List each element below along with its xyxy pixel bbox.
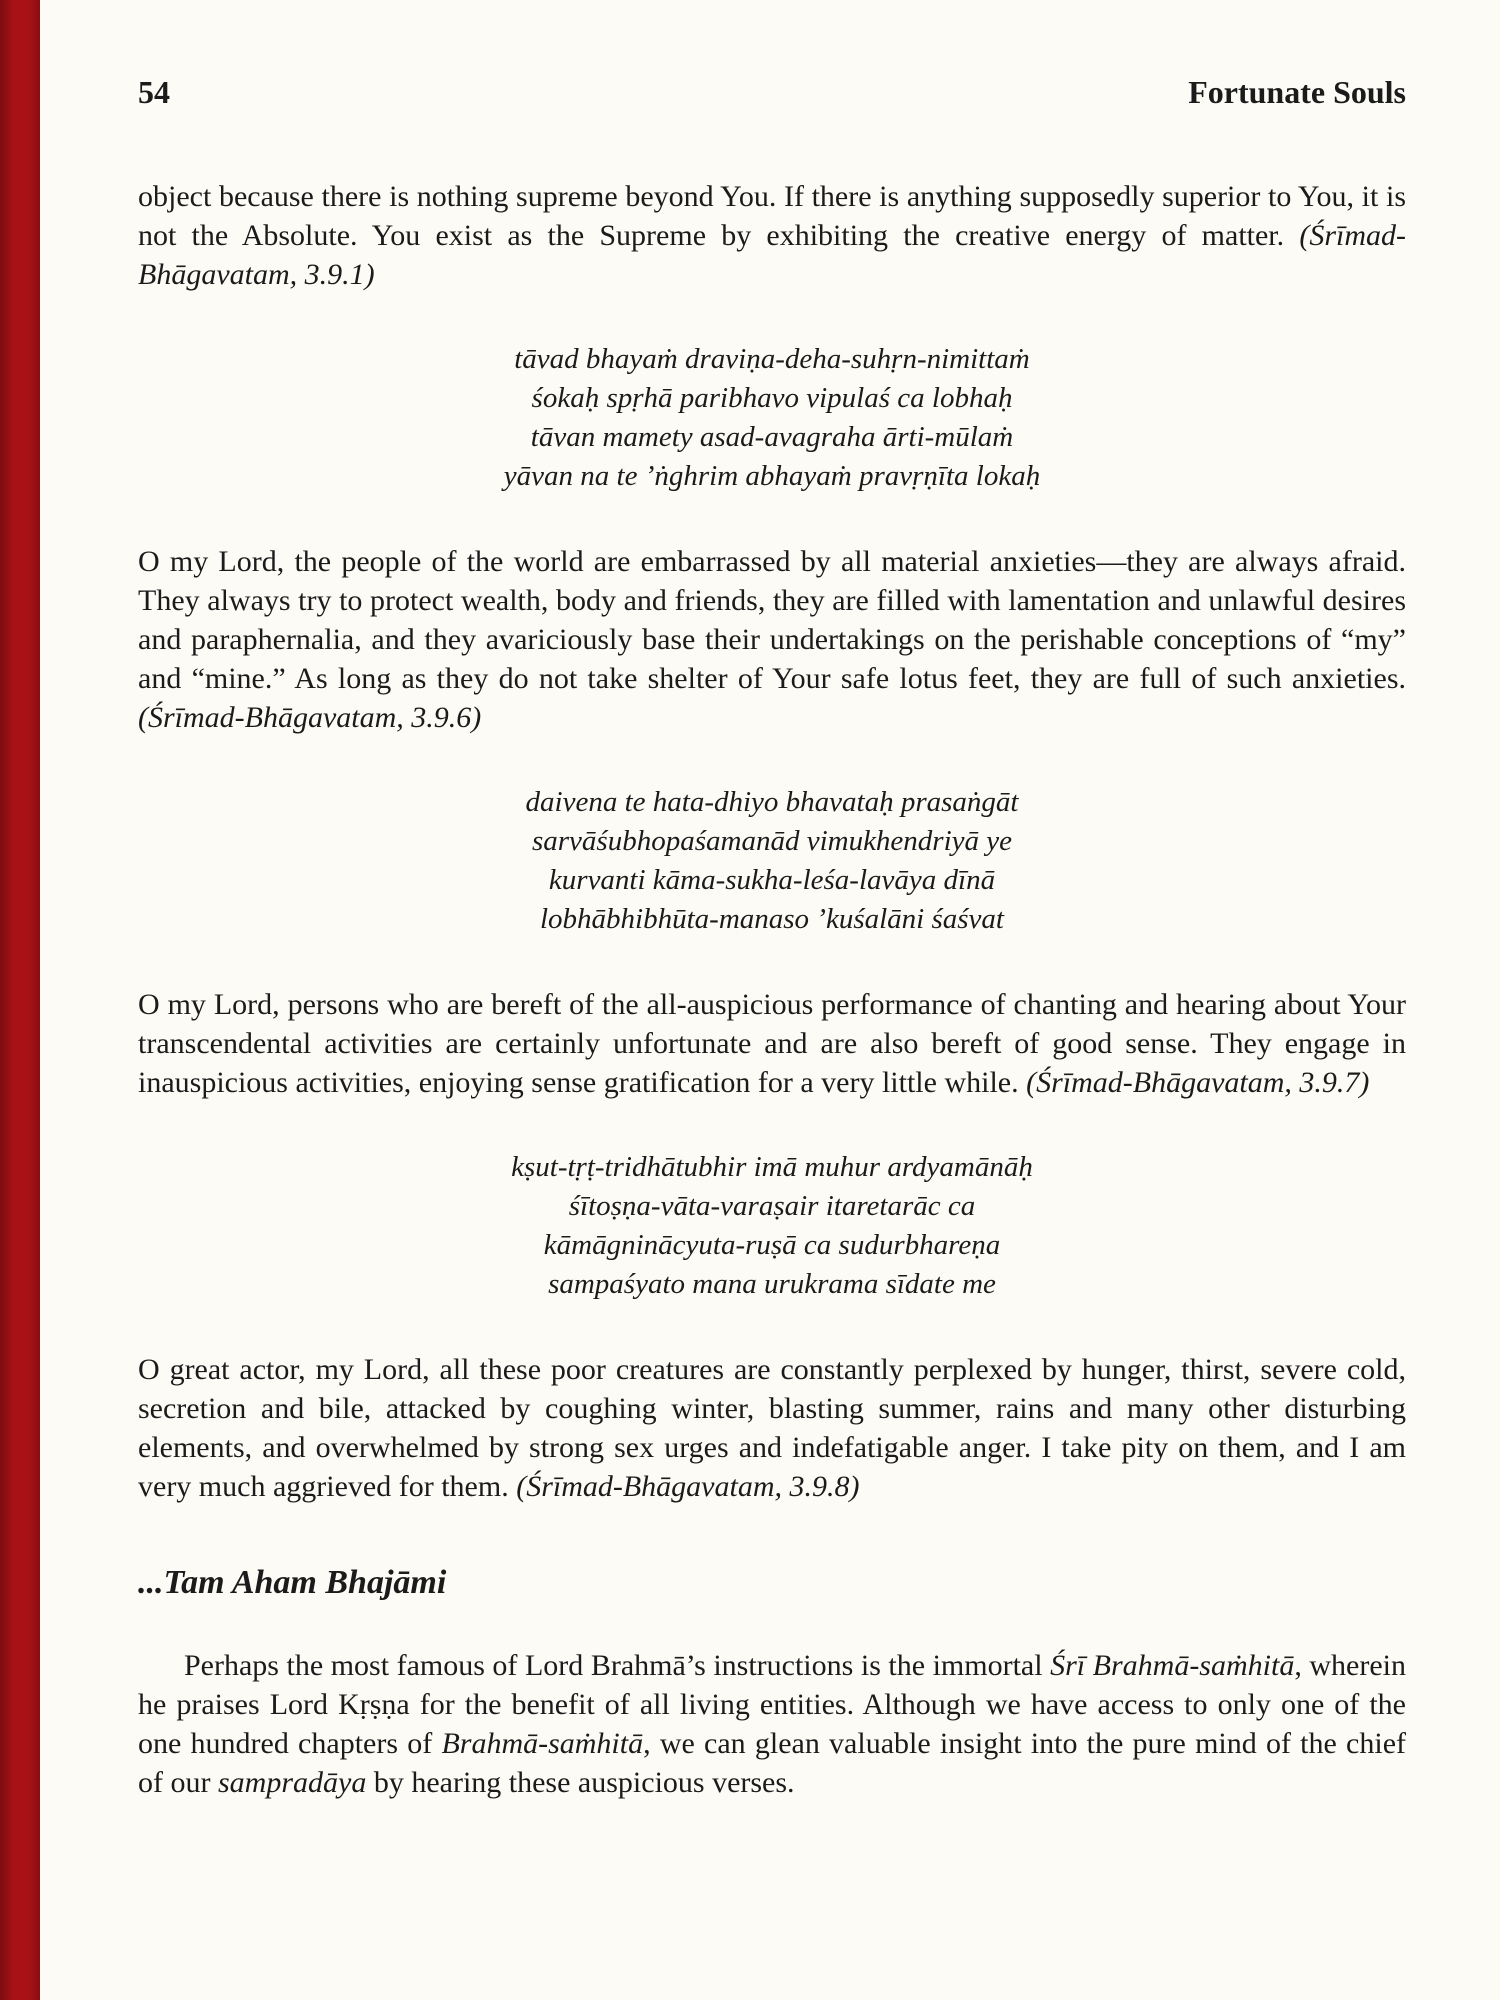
paragraph-5-seg7: by hearing these auspicious verses. [366,1766,795,1799]
paragraph-5-seg1: Perhaps the most famous of Lord Brahmā’s instructions is the immortal [184,1649,1051,1682]
paragraph-2 [138,542,1406,737]
verse-line: kāmāgninācyuta-ruṣā ca sudurbhareṇa [543,1229,1001,1261]
verse-line: śokaḥ spṛhā paribhavo vipulaś ca lobhaḥ [531,382,1013,414]
sanskrit-verse-2 [138,783,1406,939]
verse-line: kṣut-tṛṭ-tridhātubhir imā muhur ardyamānāḥ [511,1151,1033,1183]
paragraph-5-seg6-italic: sampradāya [217,1766,367,1799]
verse-line: sampaśyato mana urukrama sīdate me [548,1268,996,1300]
verse-line: tāvad bhayaṁ draviṇa-deha-suhṛn-nimittaṁ [514,343,1030,375]
verse-line: kurvanti kāma-sukha-leśa-lavāya dīnā [548,864,996,896]
sanskrit-verse-3 [138,1148,1406,1304]
verse-line: lobhābhibhūta-manaso ’kuśalāni śaśvat [540,903,1004,935]
paragraph-4-text: O great actor, my Lord, all these poor creatures are constantly perplexed by hunger, thirst, severe cold, secretion and bile, attacked by coughing winter, blasting summer, rains and many other disturbing elements, and overwhelmed by strong sex urges and indefatigable anger. I take pity on them, and I am very much aggrieved for them. [138,1353,1406,1503]
paragraph-5-seg3: , wherein he praises Lord Kṛṣṇa for the benefit of all living entities. Although we have access to only one of the one hundred chapters of [138,1649,1406,1760]
paragraph-3 [138,985,1406,1102]
paragraph-1-citation: (Śrīmad-Bhāgavatam, 3.9.1) [138,219,1406,291]
book-spine-strip [0,0,40,2000]
paragraph-5-seg5: , we can glean valuable insight into the pure mind of the chief of our [138,1727,1406,1799]
paragraph-5 [138,1646,1406,1802]
paragraph-2-citation: (Śrīmad-Bhāgavatam, 3.9.6) [138,701,482,734]
paragraph-5-seg2-italic: Śrī Brahmā-saṁhitā [1050,1649,1295,1682]
paragraph-1-text: object because there is nothing supreme beyond You. If there is anything supposedly superior to You, it is not the Absolute. You exist as the Supreme by exhibiting the creative energy of matter. [138,180,1406,252]
verse-line: sarvāśubhopaśamanād vimukhendriyā ye [531,825,1013,857]
paragraph-2-text: O my Lord, the people of the world are embarrassed by all material anxieties—they are always afraid. They always try to protect wealth, body and friends, they are filled with lamentation and unlawful desires and paraphernalia, and they avariciously base their undertakings on the perishable conceptions of “my” and “mine.” As long as they do not take shelter of Your safe lotus feet, they are full of such anxieties. [138,545,1406,695]
page-content [138,74,1406,1802]
verse-line: tāvan mamety asad-avagraha ārti-mūlaṁ [530,421,1014,453]
running-head-title: Fortunate Souls [1188,74,1406,110]
paragraph-4-citation: (Śrīmad-Bhāgavatam, 3.9.8) [516,1470,860,1503]
verse-line: śītoṣṇa-vāta-varaṣair itaretarāc ca [568,1190,976,1222]
paragraph-3-text: O my Lord, persons who are bereft of the all-auspicious performance of chanting and hearing about Your transcendental activities are certainly unfortunate and are also bereft of good sense. They engage in inauspicious activities, enjoying sense gratification for a very little while. [138,988,1406,1099]
paragraph-4 [138,1350,1406,1506]
section-heading: ...Tam Aham Bhajāmi [138,1564,447,1601]
verse-line: daivena te hata-dhiyo bhavataḥ prasaṅgāt [525,786,1019,818]
paragraph-3-citation: (Śrīmad-Bhāgavatam, 3.9.7) [1026,1066,1370,1099]
paragraph-5-seg4-italic: Brahmā-saṁhitā [441,1727,644,1760]
verse-line: yāvan na te ’ṅghrim abhayaṁ pravṛṇīta lokaḥ [503,460,1041,492]
sanskrit-verse-1 [138,340,1406,496]
page-number: 54 [138,74,170,110]
page-header [138,74,1406,111]
paragraph-1 [138,177,1406,294]
